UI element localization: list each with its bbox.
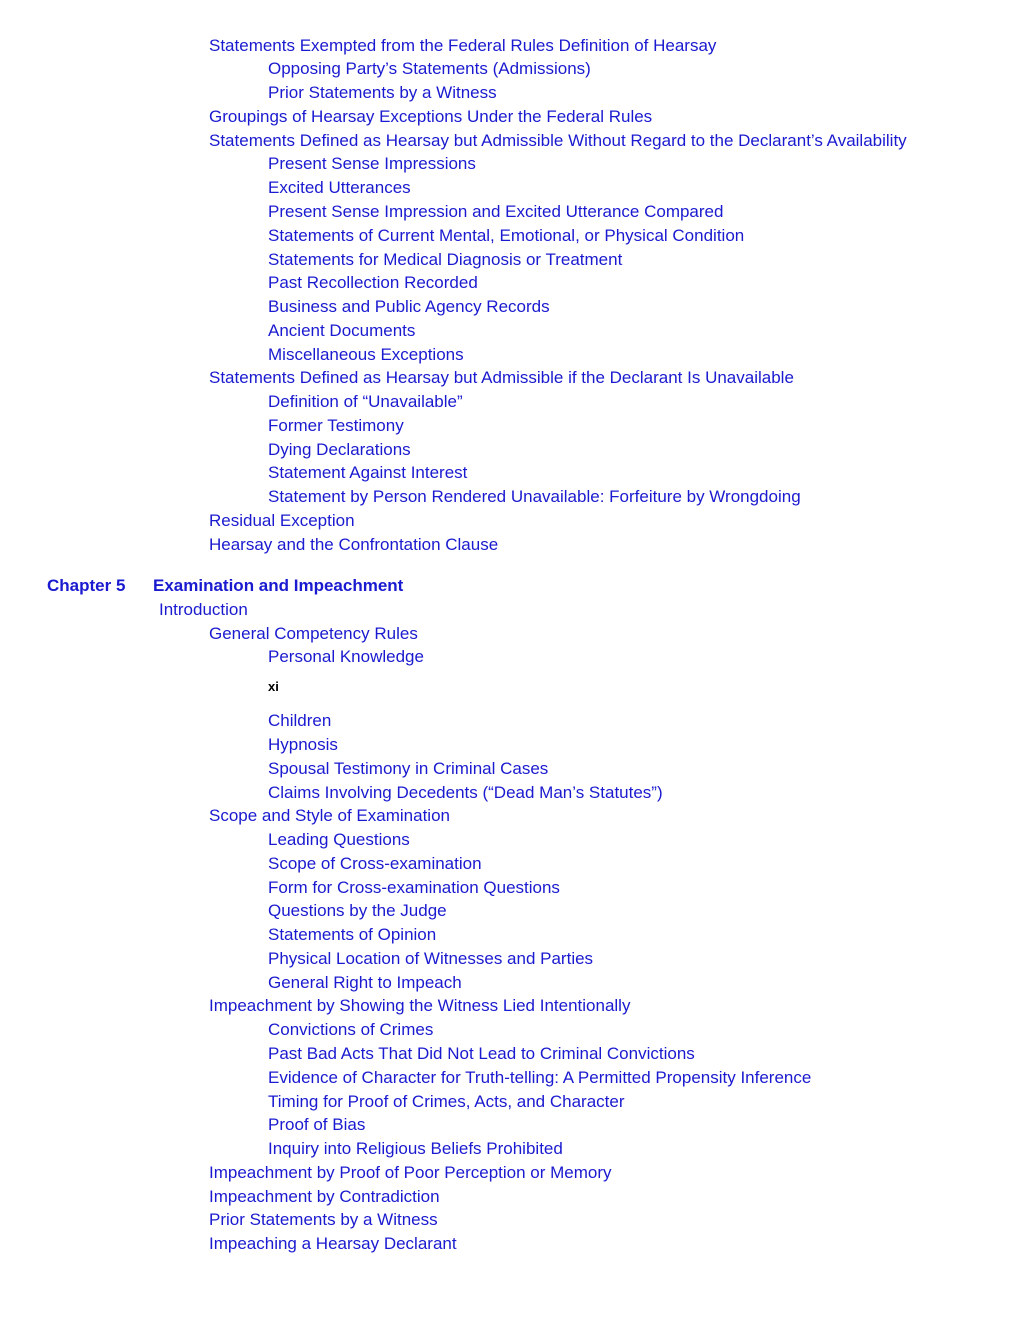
toc-entry-physical-location[interactable]: Physical Location of Witnesses and Parties (268, 949, 594, 968)
page-number: xi (268, 679, 279, 694)
toc-entry-religious-beliefs[interactable]: Inquiry into Religious Beliefs Prohibited (268, 1139, 563, 1158)
toc-entry-ancient-documents[interactable]: Ancient Documents (268, 321, 416, 340)
toc-entry-convictions-of-crimes[interactable]: Convictions of Crimes (268, 1020, 434, 1039)
toc-entry-former-testimony[interactable]: Former Testimony (268, 416, 404, 435)
toc-entry-scope-cross-examination[interactable]: Scope of Cross-examination (268, 854, 482, 873)
toc-entry-general-right-impeach[interactable]: General Right to Impeach (268, 973, 462, 992)
toc-entry-children[interactable]: Children (268, 711, 332, 730)
toc-entry-introduction[interactable]: Introduction (159, 600, 248, 619)
toc-entry-prior-statements-witness[interactable]: Prior Statements by a Witness (268, 83, 497, 102)
toc-entry-timing-proof[interactable]: Timing for Proof of Crimes, Acts, and Character (268, 1092, 625, 1111)
toc-entry-medical-diagnosis[interactable]: Statements for Medical Diagnosis or Treatment (268, 250, 623, 269)
toc-entry-miscellaneous-exceptions[interactable]: Miscellaneous Exceptions (268, 345, 464, 364)
toc-entry-character-truth-telling[interactable]: Evidence of Character for Truth-telling: A Permitted Propensity Inference (268, 1068, 812, 1087)
toc-entry-present-sense-impressions[interactable]: Present Sense Impressions (268, 154, 476, 173)
toc-entry-impeaching-hearsay-declarant[interactable]: Impeaching a Hearsay Declarant (209, 1234, 457, 1253)
toc-entry-form-cross-examination[interactable]: Form for Cross-examination Questions (268, 878, 560, 897)
toc-entry-opposing-party-statements[interactable]: Opposing Party’s Statements (Admissions) (268, 59, 591, 78)
toc-entry-impression-utterance-compared[interactable]: Present Sense Impression and Excited Utterance Compared (268, 202, 724, 221)
toc-entry-admissible-if-unavailable[interactable]: Statements Defined as Hearsay but Admissible if the Declarant Is Unavailable (209, 368, 794, 387)
toc-entry-statements-exempted[interactable]: Statements Exempted from the Federal Rules Definition of Hearsay (209, 36, 717, 55)
toc-entry-confrontation-clause[interactable]: Hearsay and the Confrontation Clause (209, 535, 499, 554)
toc-entry-proof-of-bias[interactable]: Proof of Bias (268, 1115, 366, 1134)
toc-entry-business-records[interactable]: Business and Public Agency Records (268, 297, 550, 316)
toc-entry-scope-style-examination[interactable]: Scope and Style of Examination (209, 806, 450, 825)
toc-entry-forfeiture-by-wrongdoing[interactable]: Statement by Person Rendered Unavailable: Forfeiture by Wrongdoing (268, 487, 801, 506)
toc-entry-general-competency-rules[interactable]: General Competency Rules (209, 624, 418, 643)
chapter-title[interactable]: Examination and Impeachment (153, 576, 404, 595)
toc-entry-poor-perception-memory[interactable]: Impeachment by Proof of Poor Perception or Memory (209, 1163, 612, 1182)
toc-entry-spousal-testimony[interactable]: Spousal Testimony in Criminal Cases (268, 759, 549, 778)
toc-entry-excited-utterances[interactable]: Excited Utterances (268, 178, 411, 197)
toc-entry-questions-by-judge[interactable]: Questions by the Judge (268, 901, 447, 920)
toc-entry-past-recollection[interactable]: Past Recollection Recorded (268, 273, 478, 292)
toc-entry-admissible-without-regard-availability[interactable]: Statements Defined as Hearsay but Admissible Without Regard to the Declarant’s Availability (209, 131, 907, 150)
toc-entry-definition-unavailable[interactable]: Definition of “Unavailable” (268, 392, 463, 411)
toc-entry-dying-declarations[interactable]: Dying Declarations (268, 440, 411, 459)
toc-entry-impeachment-contradiction[interactable]: Impeachment by Contradiction (209, 1187, 440, 1206)
toc-entry-dead-mans-statutes[interactable]: Claims Involving Decedents (“Dead Man’s Statutes”) (268, 783, 663, 802)
toc-entry-personal-knowledge[interactable]: Personal Knowledge (268, 647, 424, 666)
toc-entry-current-mental-condition[interactable]: Statements of Current Mental, Emotional, or Physical Condition (268, 226, 745, 245)
toc-entry-statement-against-interest[interactable]: Statement Against Interest (268, 463, 468, 482)
toc-entry-hypnosis[interactable]: Hypnosis (268, 735, 338, 754)
toc-entry-witness-lied[interactable]: Impeachment by Showing the Witness Lied Intentionally (209, 996, 631, 1015)
toc-entry-prior-statements-witness-2[interactable]: Prior Statements by a Witness (209, 1210, 438, 1229)
toc-entry-residual-exception[interactable]: Residual Exception (209, 511, 355, 530)
toc-entry-statements-of-opinion[interactable]: Statements of Opinion (268, 925, 437, 944)
toc-entry-leading-questions[interactable]: Leading Questions (268, 830, 410, 849)
toc-entry-groupings-hearsay-exceptions[interactable]: Groupings of Hearsay Exceptions Under the Federal Rules (209, 107, 653, 126)
chapter-number[interactable]: Chapter 5 (47, 576, 126, 595)
toc-entry-past-bad-acts[interactable]: Past Bad Acts That Did Not Lead to Criminal Convictions (268, 1044, 695, 1063)
